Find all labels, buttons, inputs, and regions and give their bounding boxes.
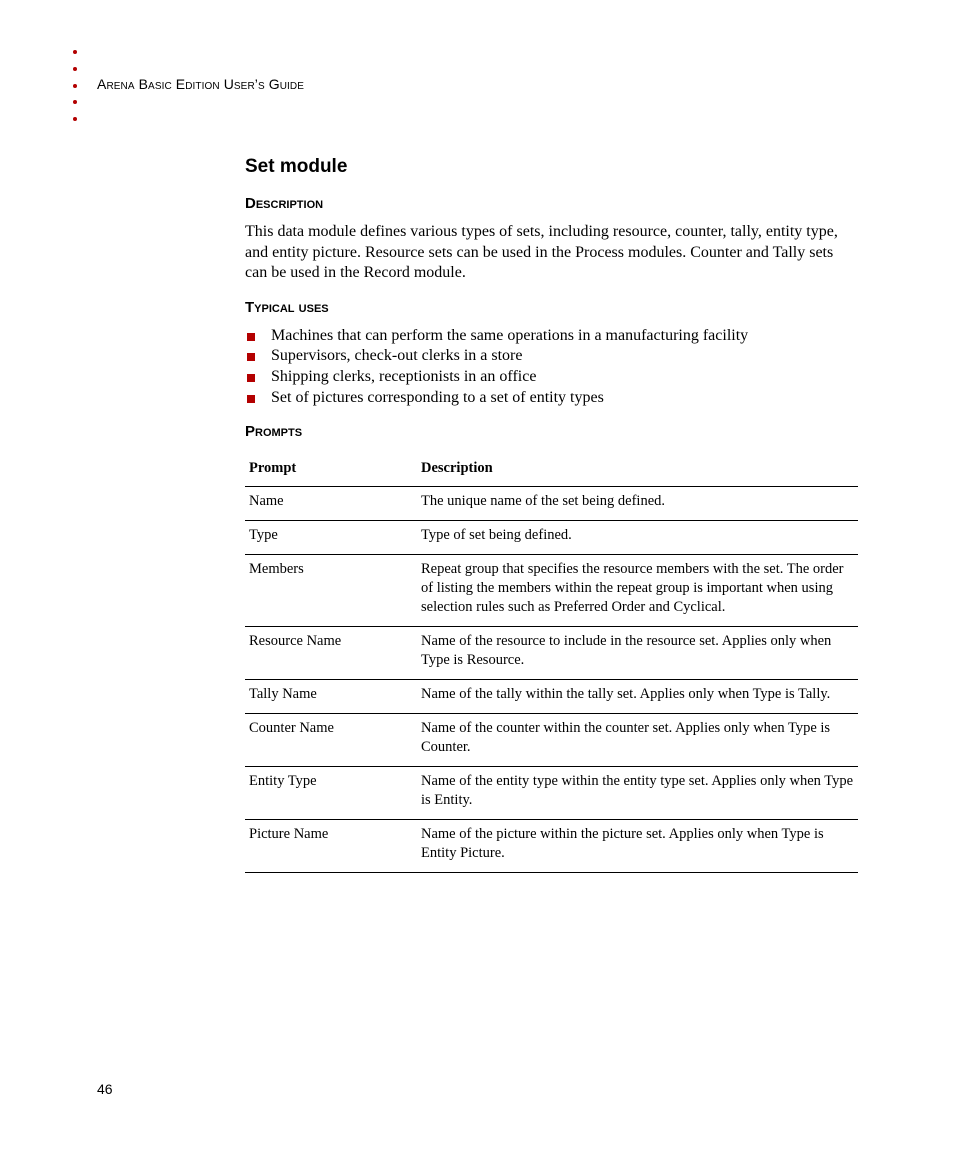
table-row [245,555,858,627]
description-cell: Type of set being defined. [417,521,858,555]
description-cell: Name of the counter within the counter set. Applies only when Type is Counter. [417,714,858,767]
typical-uses-list [245,326,858,409]
page-title: Set module [245,156,348,177]
square-bullet-icon [247,395,255,403]
table-row [245,767,858,820]
list-item-text: Set of pictures corresponding to a set of entity types [271,388,604,406]
description-text: This data module defines various types of sets, including resource, counter, tally, entity type, and entity picture. Resource sets can be used in the Process modules. Counter and Tally sets can be used in the Record module. [245,223,838,281]
square-bullet-icon [247,353,255,361]
table-row [245,820,858,873]
table-header-row [245,450,858,487]
prompts-heading: Prompts [245,423,303,441]
main-content [245,154,858,873]
list-item [245,346,858,367]
list-item-text: Supervisors, check-out clerks in a store [271,347,523,365]
table-row [245,487,858,521]
list-item [245,388,858,409]
prompt-cell: Type [245,521,417,555]
typical-uses-heading: Typical uses [245,298,329,316]
prompt-cell: Picture Name [245,820,417,873]
list-item [245,367,858,388]
prompt-cell: Entity Type [245,767,417,820]
prompt-cell: Name [245,487,417,521]
table-row [245,521,858,555]
running-header: Arena Basic Edition User’s Guide [97,76,305,92]
description-cell: Name of the entity type within the entity type set. Applies only when Type is Entity. [417,767,858,820]
square-bullet-icon [247,374,255,382]
table-row [245,714,858,767]
list-item-text: Machines that can perform the same operations in a manufacturing facility [271,326,749,344]
prompt-cell: Resource Name [245,627,417,680]
description-cell: The unique name of the set being defined. [417,487,858,521]
prompts-table [245,450,858,873]
square-bullet-icon [247,333,255,341]
page-number: 46 [97,1081,113,1097]
list-item-text: Shipping clerks, receptionists in an office [271,367,537,385]
margin-dot [73,100,77,104]
description-cell: Repeat group that specifies the resource members with the set. The order of listing the members within the repeat group is important when using selection rules such as Preferred Order and Cyclical. [417,555,858,627]
prompt-cell: Tally Name [245,680,417,714]
column-header-description: Description [417,450,858,487]
description-cell: Name of the picture within the picture set. Applies only when Type is Entity Picture. [417,820,858,873]
margin-dot [73,84,77,88]
description-cell: Name of the resource to include in the resource set. Applies only when Type is Resource. [417,627,858,680]
margin-dot [73,50,77,54]
margin-dot [73,67,77,71]
column-header-prompt: Prompt [245,450,417,487]
margin-dot [73,117,77,121]
prompt-cell: Members [245,555,417,627]
description-heading: Description [245,195,324,212]
table-row [245,627,858,680]
description-cell: Name of the tally within the tally set. Applies only when Type is Tally. [417,680,858,714]
table-row [245,680,858,714]
prompt-cell: Counter Name [245,714,417,767]
list-item [245,326,858,347]
